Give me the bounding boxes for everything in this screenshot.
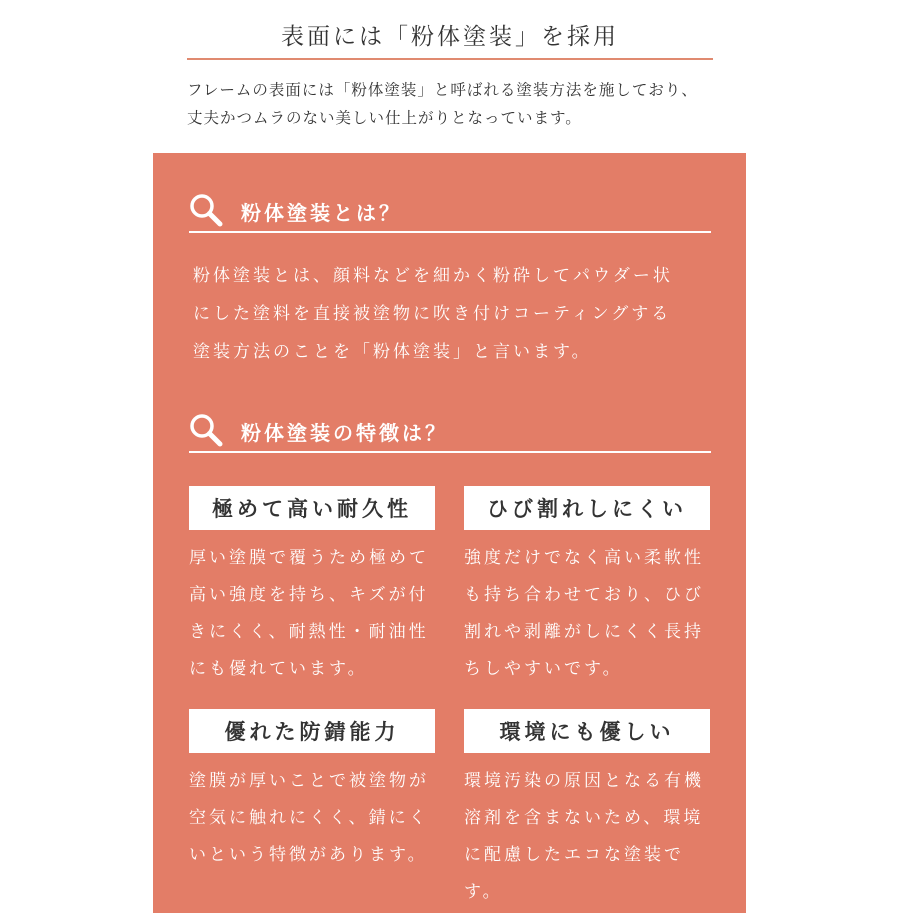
feature-desc-line: ちしやすいです。 bbox=[464, 659, 623, 679]
feature-desc-line: いという特徴があります。 bbox=[189, 845, 428, 865]
feature-description bbox=[189, 540, 439, 688]
page-title: 表面には「粉体塗装」を採用 bbox=[281, 24, 619, 50]
feature-eco-friendly bbox=[464, 709, 714, 911]
feature-desc-line: 厚い塗膜で覆うため極めて bbox=[189, 548, 429, 568]
definition-line-1: 粉体塗装とは、顔料などを細かく粉砕してパウダー状 bbox=[193, 266, 673, 286]
feature-desc-line: 割れや剥離がしにくく長持 bbox=[464, 622, 704, 642]
feature-panel bbox=[153, 153, 746, 913]
intro-text bbox=[187, 76, 747, 132]
feature-description bbox=[464, 540, 714, 688]
feature-desc-line: きにくく、耐熱性・耐油性 bbox=[189, 622, 429, 642]
feature-desc-line: 空気に触れにくく、錆にく bbox=[189, 808, 429, 828]
magnifier-icon bbox=[189, 413, 223, 447]
feature-desc-line: に配慮したエコな塗装です。 bbox=[464, 845, 684, 902]
definition-line-3: 塗装方法のことを「粉体塗装」と言います。 bbox=[193, 342, 592, 362]
title-underline bbox=[187, 58, 713, 60]
intro-line-1: フレームの表面には「粉体塗装」と呼ばれる塗装方法を施しており、 bbox=[187, 81, 698, 99]
feature-label: ひび割れしにくい bbox=[464, 486, 710, 530]
feature-desc-line: 強度だけでなく高い柔軟性 bbox=[464, 548, 704, 568]
feature-description bbox=[464, 763, 714, 911]
section-heading-features: 粉体塗装の特徴は？ bbox=[241, 421, 448, 445]
feature-rust-prevention bbox=[189, 709, 439, 874]
feature-label: 極めて高い耐久性 bbox=[189, 486, 435, 530]
feature-label: 環境にも優しい bbox=[464, 709, 710, 753]
section-head-features bbox=[189, 411, 711, 453]
feature-description bbox=[189, 763, 439, 874]
feature-desc-line: 環境汚染の原因となる有機 bbox=[464, 771, 704, 791]
feature-crack-resistance bbox=[464, 486, 714, 688]
intro-line-2: 丈夫かつムラのない美しい仕上がりとなっています。 bbox=[187, 109, 582, 127]
feature-desc-line: にも優れています。 bbox=[189, 659, 368, 679]
section-heading-what-is: 粉体塗装とは？ bbox=[241, 201, 402, 225]
definition-line-2: にした塗料を直接被塗物に吹き付けコーティングする bbox=[193, 304, 672, 324]
feature-desc-line: 溶剤を含まないため、環境 bbox=[464, 808, 704, 828]
definition-text bbox=[193, 257, 713, 371]
section-head-what-is bbox=[189, 191, 711, 233]
magnifier-icon bbox=[189, 193, 223, 227]
feature-desc-line: 高い強度を持ち、キズが付 bbox=[189, 585, 429, 605]
feature-desc-line: 塗膜が厚いことで被塗物が bbox=[189, 771, 429, 791]
feature-desc-line: も持ち合わせており、ひび bbox=[464, 585, 704, 605]
feature-durability bbox=[189, 486, 439, 688]
feature-label: 優れた防錆能力 bbox=[189, 709, 435, 753]
